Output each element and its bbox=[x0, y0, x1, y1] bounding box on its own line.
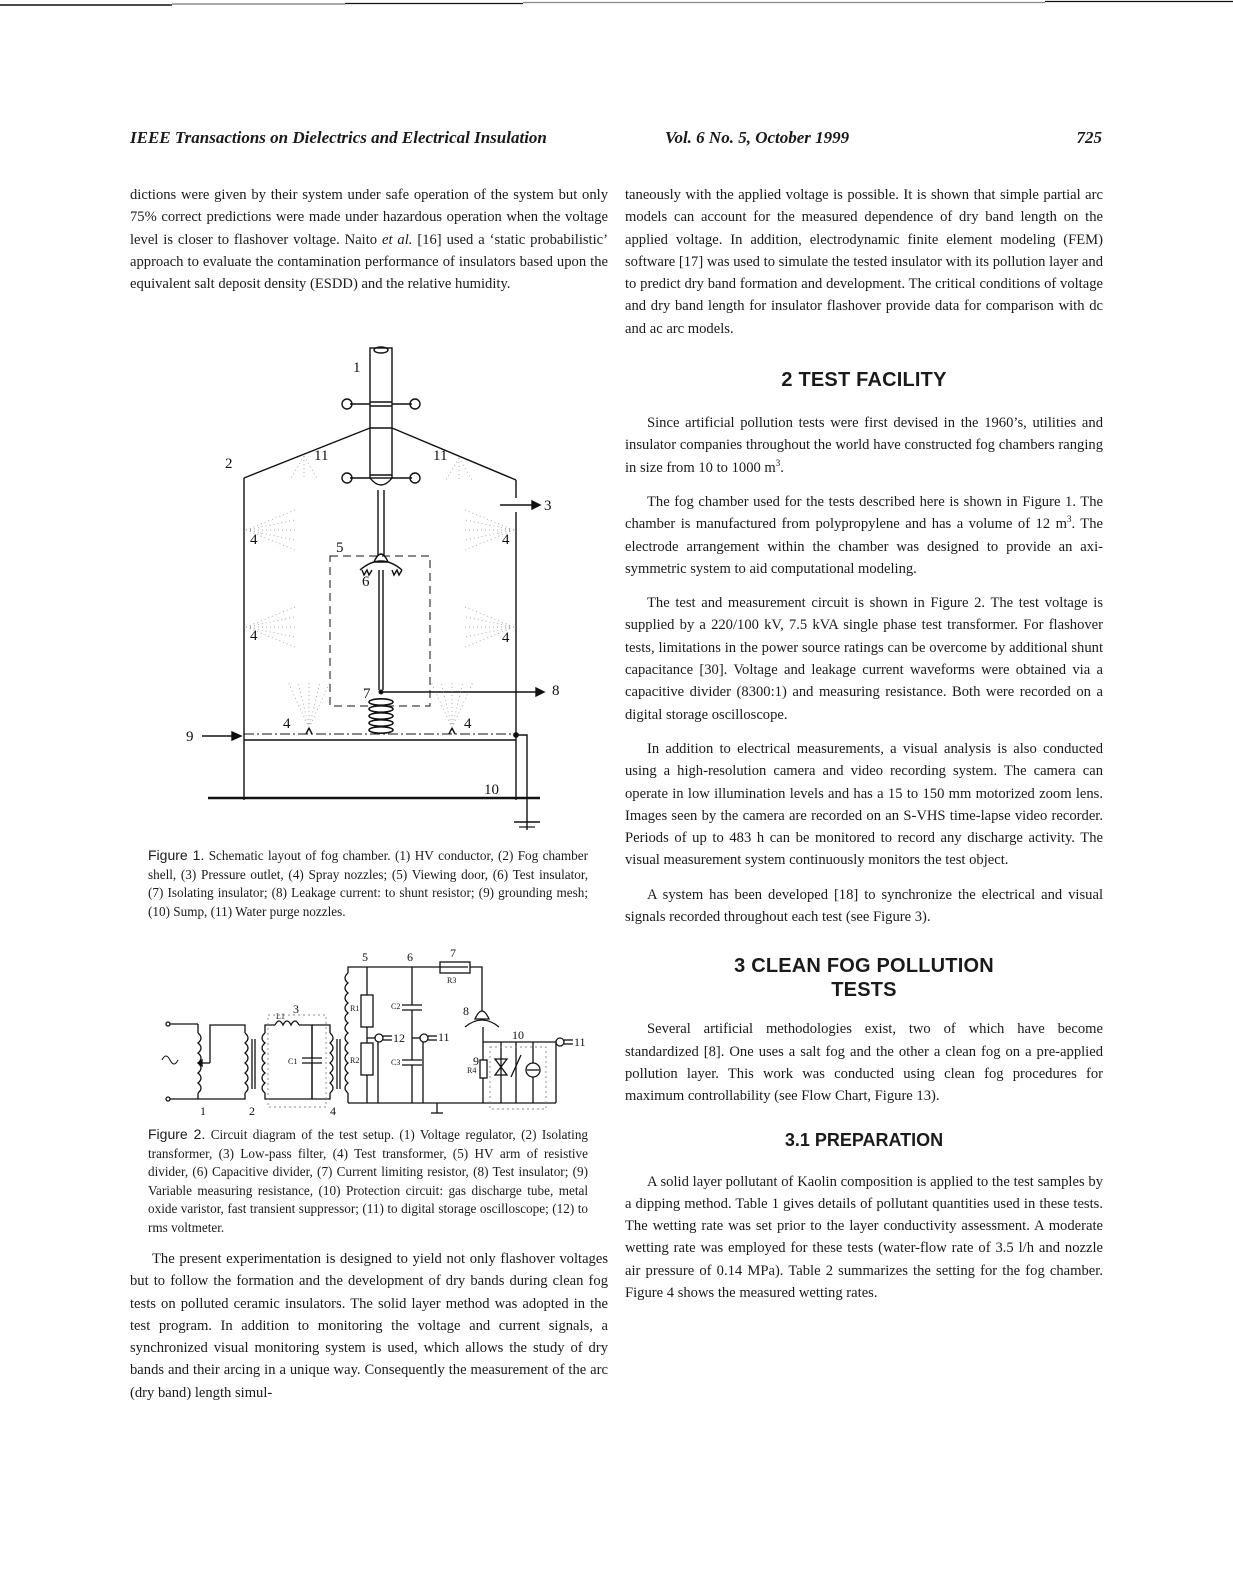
issue-info: Vol. 6 No. 5, October 1999 bbox=[665, 128, 850, 147]
s2-paragraph-1: Since artificial pollution tests were first devised in the 1960’s, utilities and insulator companies throughout the world have constructed fog chambers ranging in size from 10 to 1000 $m^3$. bbox=[625, 415, 1103, 476]
s31-paragraph-1: A solid layer pollutant of Kaolin composition is applied to the test samples by a dipping method. Table 1 gives details of pollutant quantities used in these tests. The wetting rate was set prior to the layer conductivity assessment. A moderate wetting rate was employed for these tests (water-flow rate of 3.5 l/h and nozzle air pressure of 0.14 MPa). Table 2 summarizes the setting for the fog chamber. Figure 4 shows the measured wetting rates. bbox=[625, 1173, 1103, 1301]
section-3-heading: 3 CLEAN FOG POLLUTION TESTS bbox=[734, 955, 994, 1002]
fig1-label-1: 1 bbox=[353, 360, 361, 376]
left-column bbox=[130, 184, 608, 295]
fig2-label-9: 9 bbox=[473, 1054, 479, 1068]
fig1-label-9: 9 bbox=[186, 729, 194, 745]
left-paragraph-1: dictions were given by their system under safe operation of the system but only 75% correct predictions were made under hazardous operation when the voltage level is closer to flashover voltage. Naito et al. [16] used a ‘static probabilistic’ approach to evaluate the contamination performance of insulators based upon the equivalent salt deposit density (ESDD) and the relative humidity. bbox=[130, 187, 608, 293]
fig2-label-5: 5 bbox=[362, 950, 368, 964]
fig2-label-8: 8 bbox=[463, 1004, 469, 1018]
fig1-label-5: 5 bbox=[336, 540, 344, 556]
fig2-label-1: 1 bbox=[200, 1104, 206, 1115]
fig2-C2: C2 bbox=[391, 1002, 401, 1011]
figure-2-caption: Figure 2. Circuit diagram of the test setup. (1) Voltage regulator, (2) Isolating transformer, (3) Low-pass filter, (4) Test transformer, (5) HV arm of resistive divider, (6) Capacitive divider, (7) Current limiting resistor, (8) Test insulator; (9) Variable measuring resistance, (10) Protection circuit: gas discharge tube, metal oxide varistor, fast transient suppressor; (11) to digital storage oscilloscope; (12) to rms voltmeter. bbox=[148, 1126, 589, 1235]
right-column bbox=[625, 184, 1103, 1304]
fig2-label-12: 12 bbox=[393, 1031, 405, 1045]
fig2-label-11b: 11 bbox=[574, 1035, 586, 1049]
fig1-label-4f: 4 bbox=[464, 716, 472, 732]
section-2-heading: 2 TEST FACILITY bbox=[781, 369, 947, 392]
figure-1-fog-chamber-schematic bbox=[170, 330, 570, 830]
fig2-C3: C3 bbox=[391, 1058, 401, 1067]
fig1-label-4c: 4 bbox=[250, 628, 258, 644]
fig1-label-8: 8 bbox=[552, 683, 560, 699]
fig1-label-10: 10 bbox=[484, 782, 499, 798]
journal-title: IEEE Transactions on Dielectrics and Electrical Insulation bbox=[130, 128, 547, 147]
left-column-bottom bbox=[130, 1248, 608, 1404]
fig1-label-11b: 11 bbox=[433, 448, 448, 464]
left-paragraph-2: The present experimentation is designed to yield not only flashover voltages but to follow the formation and the development of dry bands during clean fog tests on polluted ceramic insulators. The solid layer method was adopted in the test program. In addition to monitoring the voltage and current signals, a synchronized visual monitoring system is used, which allows the study of dry bands and their arcing in a unique way. Consequently the measurement of the arc (dry band) length simul- bbox=[130, 1251, 608, 1401]
fig2-label-7: 7 bbox=[450, 946, 456, 960]
section-3-1-heading: 3.1 PREPARATION bbox=[784, 1129, 944, 1150]
fig1-label-4a: 4 bbox=[250, 532, 258, 548]
right-paragraph-1: taneously with the applied voltage is possible. It is shown that simple partial arc models can account for the measured dependence of dry band length on the applied voltage. In addition, electrodynamic finite element modeling (FEM) software [17] was used to simulate the tested insulator with its pollution layer and to predict dry band formation and development. The critical conditions of voltage and dry band length for insulator flashover provide data for comparison with dc and ac arc models. bbox=[625, 187, 1103, 337]
page-number: 725 bbox=[1076, 128, 1102, 147]
figure-1-caption: Figure 1. Schematic layout of fog chamber. (1) HV conductor, (2) Fog chamber shell, (3) Pressure outlet, (4) Spray nozzles; (5) Viewing door, (6) Test insulator, (7) Isolating insulator; (8) Leakage current: to shunt resistor; (9) grounding mesh; (10) Sump, (11) Water purge nozzles. bbox=[148, 847, 589, 919]
fig2-R2: R2 bbox=[350, 1056, 360, 1065]
s2-paragraph-2: The fog chamber used for the tests described here is shown in Figure 1. The chamber is manufactured from polypropylene and has a volume of 12 $m^3$. The electrode arrangement within the chamber was designed to provide an axi-symmetric system to aid computational modeling. bbox=[625, 493, 1103, 577]
fig1-label-4b: 4 bbox=[502, 532, 510, 548]
fig1-label-2: 2 bbox=[225, 456, 233, 472]
fig2-R3: R3 bbox=[447, 976, 457, 985]
fig2-label-2: 2 bbox=[249, 1104, 255, 1115]
s3-paragraph-1: Several artificial methodologies exist, two of which have become standardized [8]. One uses a salt fog and the other a clean fog on a pre-applied pollution layer. This work was conducted using clean fog procedures for maximum controllability (see Flow Chart, Figure 13). bbox=[625, 1021, 1103, 1105]
fig2-R4: R4 bbox=[467, 1066, 477, 1075]
scan-edge-lines bbox=[0, 0, 1233, 8]
fig1-label-3: 3 bbox=[544, 498, 552, 514]
fig1-label-4e: 4 bbox=[283, 716, 291, 732]
running-header bbox=[130, 128, 1102, 152]
fig1-label-11a: 11 bbox=[314, 448, 329, 464]
fig2-label-11a: 11 bbox=[438, 1030, 450, 1044]
s2-paragraph-3: The test and measurement circuit is shown in Figure 2. The test voltage is supplied by a 220/100 kV, 7.5 kVA single phase test transformer. For flashover tests, limitations in the power source ratings can be overcome by additional shunt capacitance [30]. Voltage and leakage current waveforms were obtained via a capacitive divider (8300:1) and measuring resistance. Both were recorded on a digital storage oscilloscope. bbox=[625, 595, 1103, 723]
fig2-R1: R1 bbox=[350, 1004, 360, 1013]
fig2-label-3: 3 bbox=[293, 1002, 299, 1016]
s2-paragraph-5: A system has been developed [18] to synchronize the electrical and visual signals recorded throughout each test (see Figure 3). bbox=[625, 886, 1103, 926]
s2-paragraph-4: In addition to electrical measurements, a visual analysis is also conducted using a high-resolution camera and video recording system. The camera can operate in low illumination levels and has a 15 to 150 mm motorized zoom lens. Images seen by the camera are recorded on an S-VHS time-lapse video recorder. Periods of up to 483 h can be monitored to record any discharge activity. The visual measurement system continuously monitors the test object. bbox=[625, 740, 1103, 869]
fig1-label-7: 7 bbox=[363, 686, 371, 702]
fig1-label-4d: 4 bbox=[502, 630, 510, 646]
fig2-label-6: 6 bbox=[407, 950, 413, 964]
fig2-L1: L1 bbox=[276, 1012, 285, 1021]
fig2-label-10: 10 bbox=[512, 1028, 524, 1042]
figure-2-circuit-diagram bbox=[150, 935, 590, 1115]
fig2-label-4: 4 bbox=[330, 1104, 336, 1115]
fig2-C1: C1 bbox=[288, 1057, 298, 1066]
fig1-label-6: 6 bbox=[362, 574, 370, 590]
